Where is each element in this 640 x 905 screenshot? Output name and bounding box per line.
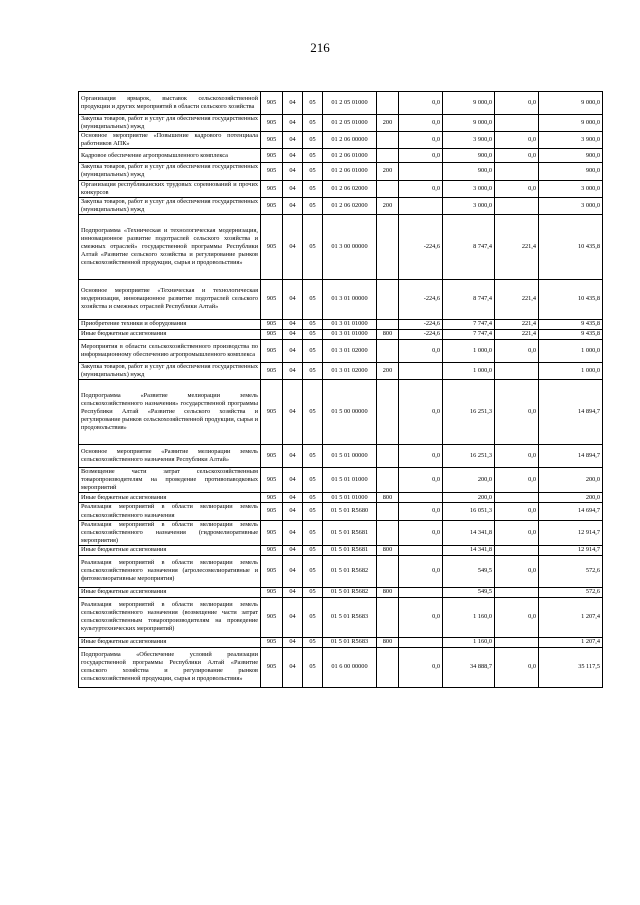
row-amount: 1 160,0 [443, 637, 495, 647]
row-change-amount: 0,0 [399, 92, 443, 115]
row-ministry-code: 905 [261, 637, 283, 647]
row-section-code: 04 [283, 197, 303, 214]
row-subsection-code: 05 [303, 132, 323, 149]
row-subsection-code: 05 [303, 503, 323, 520]
row-section-code: 04 [283, 279, 303, 319]
row-subsection-code: 05 [303, 597, 323, 637]
row-change-amount-2: 221,4 [495, 214, 539, 279]
table-row [79, 115, 603, 132]
row-section-code: 04 [283, 132, 303, 149]
row-section-code: 04 [283, 329, 303, 339]
row-total-amount: 3 900,0 [539, 132, 603, 149]
row-subsection-code: 05 [303, 647, 323, 687]
table-row [79, 520, 603, 545]
row-ministry-code: 905 [261, 555, 283, 587]
row-change-amount: 0,0 [399, 647, 443, 687]
row-total-amount: 3 000,0 [539, 180, 603, 197]
row-change-amount [399, 637, 443, 647]
row-name: Мероприятия в области сельскохозяйственного производства по информационному обеспечению агропромышленного комплекса [79, 339, 261, 362]
row-target-code: 01 3 01 02000 [323, 362, 377, 379]
row-amount: 3 000,0 [443, 197, 495, 214]
row-ministry-code: 905 [261, 520, 283, 545]
row-change-amount: 0,0 [399, 597, 443, 637]
row-change-amount: 0,0 [399, 468, 443, 493]
row-change-amount-2: 221,4 [495, 279, 539, 319]
row-expense-type-code [377, 520, 399, 545]
row-change-amount: 0,0 [399, 520, 443, 545]
row-amount: 34 888,7 [443, 647, 495, 687]
table-row [79, 555, 603, 587]
row-target-code: 01 5 01 R5681 [323, 520, 377, 545]
row-section-code: 04 [283, 339, 303, 362]
row-change-amount: 0,0 [399, 180, 443, 197]
table-row [79, 597, 603, 637]
row-target-code: 01 3 01 01000 [323, 329, 377, 339]
row-subsection-code: 05 [303, 149, 323, 163]
row-amount: 14 341,8 [443, 545, 495, 555]
row-ministry-code: 905 [261, 214, 283, 279]
row-target-code: 01 5 01 01000 [323, 493, 377, 503]
row-expense-type-code [377, 92, 399, 115]
row-amount: 1 000,0 [443, 339, 495, 362]
row-amount: 14 341,8 [443, 520, 495, 545]
row-total-amount: 9 000,0 [539, 92, 603, 115]
row-name: Организация ярмарок, выставок сельскохозяйственной продукции и других мероприятий в области сельского хозяйства [79, 92, 261, 115]
row-name: Иные бюджетные ассигнования [79, 587, 261, 597]
row-change-amount-2: 0,0 [495, 445, 539, 468]
row-section-code: 04 [283, 637, 303, 647]
table-row [79, 362, 603, 379]
row-section-code: 04 [283, 163, 303, 180]
row-target-code: 01 3 00 00000 [323, 214, 377, 279]
table-row [79, 380, 603, 445]
row-change-amount: -224,6 [399, 329, 443, 339]
row-change-amount-2 [495, 637, 539, 647]
table-row [79, 445, 603, 468]
table-row [79, 587, 603, 597]
row-ministry-code: 905 [261, 587, 283, 597]
row-target-code: 01 2 06 00000 [323, 132, 377, 149]
row-name: Закупка товаров, работ и услуг для обеспечения государственных (муниципальных) нужд [79, 115, 261, 132]
row-amount: 900,0 [443, 149, 495, 163]
table-row [79, 637, 603, 647]
row-ministry-code: 905 [261, 647, 283, 687]
row-target-code: 01 5 01 R5683 [323, 637, 377, 647]
row-total-amount: 1 207,4 [539, 637, 603, 647]
row-change-amount-2 [495, 197, 539, 214]
row-expense-type-code [377, 279, 399, 319]
row-subsection-code: 05 [303, 339, 323, 362]
row-change-amount: 0,0 [399, 132, 443, 149]
row-change-amount-2: 0,0 [495, 180, 539, 197]
row-amount: 9 000,0 [443, 92, 495, 115]
row-total-amount: 12 914,7 [539, 520, 603, 545]
row-section-code: 04 [283, 545, 303, 555]
row-name: Реализация мероприятий в области мелиорации земель сельскохозяйственного назначения [79, 503, 261, 520]
row-change-amount: 0,0 [399, 339, 443, 362]
row-name: Подпрограмма «Развитие мелиорации земель сельскохозяйственного назначения» государственной программы Республики Алтай «Развитие сельского хозяйства и регулирование рынков сельскохозяйственной продукции, сырья и продовольствия» [79, 380, 261, 445]
row-total-amount: 14 694,7 [539, 503, 603, 520]
row-target-code: 01 5 01 00000 [323, 445, 377, 468]
row-name: Иные бюджетные ассигнования [79, 637, 261, 647]
row-amount: 16 251,3 [443, 445, 495, 468]
row-amount: 8 747,4 [443, 214, 495, 279]
row-total-amount: 200,0 [539, 493, 603, 503]
row-expense-type-code [377, 445, 399, 468]
row-expense-type-code: 800 [377, 587, 399, 597]
row-target-code: 01 5 01 01000 [323, 468, 377, 493]
row-section-code: 04 [283, 319, 303, 329]
row-change-amount [399, 587, 443, 597]
row-total-amount: 572,6 [539, 587, 603, 597]
row-subsection-code: 05 [303, 637, 323, 647]
table-row [79, 468, 603, 493]
row-target-code: 01 5 01 R5683 [323, 597, 377, 637]
table-row [79, 279, 603, 319]
row-subsection-code: 05 [303, 197, 323, 214]
row-section-code: 04 [283, 493, 303, 503]
row-name: Приобретение техники и оборудования [79, 319, 261, 329]
row-amount: 16 051,3 [443, 503, 495, 520]
row-subsection-code: 05 [303, 180, 323, 197]
row-subsection-code: 05 [303, 362, 323, 379]
row-change-amount [399, 197, 443, 214]
row-total-amount: 10 435,8 [539, 279, 603, 319]
row-change-amount-2: 0,0 [495, 380, 539, 445]
row-subsection-code: 05 [303, 555, 323, 587]
table-row [79, 545, 603, 555]
row-ministry-code: 905 [261, 279, 283, 319]
row-section-code: 04 [283, 647, 303, 687]
row-section-code: 04 [283, 555, 303, 587]
row-subsection-code: 05 [303, 545, 323, 555]
row-name: Иные бюджетные ассигнования [79, 545, 261, 555]
row-total-amount: 10 435,8 [539, 214, 603, 279]
row-subsection-code: 05 [303, 520, 323, 545]
row-section-code: 04 [283, 587, 303, 597]
row-section-code: 04 [283, 115, 303, 132]
row-change-amount: 0,0 [399, 445, 443, 468]
row-total-amount: 900,0 [539, 163, 603, 180]
row-target-code: 01 5 01 R5680 [323, 503, 377, 520]
row-change-amount [399, 362, 443, 379]
row-target-code: 01 5 00 00000 [323, 380, 377, 445]
row-target-code: 01 2 06 01000 [323, 163, 377, 180]
row-target-code: 01 3 01 02000 [323, 339, 377, 362]
row-amount: 3 900,0 [443, 132, 495, 149]
row-change-amount [399, 545, 443, 555]
row-subsection-code: 05 [303, 115, 323, 132]
table-row [79, 329, 603, 339]
row-name: Возмещение части затрат сельскохозяйственным товаропроизводителям на проведение противопаводковых мероприятий [79, 468, 261, 493]
table-row [79, 503, 603, 520]
row-subsection-code: 05 [303, 587, 323, 597]
row-change-amount-2: 0,0 [495, 339, 539, 362]
row-change-amount: 0,0 [399, 555, 443, 587]
row-name: Основное мероприятие «Техническая и технологическая модернизация, инновационное развитие подотраслей сельского хозяйства и смежных отраслей Республики Алтай» [79, 279, 261, 319]
row-change-amount-2: 0,0 [495, 520, 539, 545]
row-total-amount: 9 435,8 [539, 329, 603, 339]
row-ministry-code: 905 [261, 319, 283, 329]
row-amount: 7 747,4 [443, 319, 495, 329]
row-subsection-code: 05 [303, 468, 323, 493]
row-change-amount-2: 221,4 [495, 319, 539, 329]
row-name: Основное мероприятие «Развитие мелиорации земель сельскохозяйственного назначения Республики Алтай» [79, 445, 261, 468]
row-change-amount-2: 0,0 [495, 555, 539, 587]
row-ministry-code: 905 [261, 503, 283, 520]
row-subsection-code: 05 [303, 493, 323, 503]
table-row [79, 132, 603, 149]
row-ministry-code: 905 [261, 149, 283, 163]
row-total-amount: 572,6 [539, 555, 603, 587]
row-ministry-code: 905 [261, 92, 283, 115]
row-expense-type-code [377, 319, 399, 329]
row-name: Реализация мероприятий в области мелиорации земель сельскохозяйственного назначения (возмещение части затрат сельскохозяйственным товаропроизводителям на проведение культуртехнических мероприятий) [79, 597, 261, 637]
row-change-amount [399, 493, 443, 503]
row-change-amount-2: 0,0 [495, 647, 539, 687]
row-amount: 16 251,3 [443, 380, 495, 445]
row-expense-type-code [377, 597, 399, 637]
row-ministry-code: 905 [261, 180, 283, 197]
row-section-code: 04 [283, 380, 303, 445]
row-ministry-code: 905 [261, 163, 283, 180]
row-change-amount: 0,0 [399, 115, 443, 132]
row-target-code: 01 2 05 01000 [323, 92, 377, 115]
table-row [79, 647, 603, 687]
table-row [79, 163, 603, 180]
table-row [79, 197, 603, 214]
row-change-amount: 0,0 [399, 149, 443, 163]
row-expense-type-code: 800 [377, 545, 399, 555]
row-change-amount [399, 163, 443, 180]
row-section-code: 04 [283, 597, 303, 637]
row-name: Организация республиканских трудовых соревнований и прочих конкурсов [79, 180, 261, 197]
row-total-amount: 1 207,4 [539, 597, 603, 637]
row-expense-type-code [377, 468, 399, 493]
row-amount: 1 000,0 [443, 362, 495, 379]
row-target-code: 01 3 01 00000 [323, 279, 377, 319]
row-total-amount: 200,0 [539, 468, 603, 493]
row-change-amount-2: 0,0 [495, 149, 539, 163]
row-section-code: 04 [283, 362, 303, 379]
table-row [79, 180, 603, 197]
row-ministry-code: 905 [261, 115, 283, 132]
row-amount: 3 000,0 [443, 180, 495, 197]
row-name: Кадровое обеспечение агропромышленного комплекса [79, 149, 261, 163]
row-expense-type-code [377, 214, 399, 279]
row-expense-type-code: 200 [377, 362, 399, 379]
table-row [79, 493, 603, 503]
row-change-amount-2 [495, 493, 539, 503]
row-amount: 549,5 [443, 555, 495, 587]
budget-table [78, 91, 603, 688]
row-change-amount: -224,6 [399, 319, 443, 329]
row-amount: 8 747,4 [443, 279, 495, 319]
row-name: Закупка товаров, работ и услуг для обеспечения государственных (муниципальных) нужд [79, 197, 261, 214]
row-expense-type-code: 200 [377, 115, 399, 132]
row-ministry-code: 905 [261, 445, 283, 468]
table-row [79, 149, 603, 163]
row-subsection-code: 05 [303, 319, 323, 329]
row-ministry-code: 905 [261, 545, 283, 555]
row-ministry-code: 905 [261, 380, 283, 445]
table-row [79, 214, 603, 279]
row-target-code: 01 2 06 01000 [323, 149, 377, 163]
row-expense-type-code: 200 [377, 163, 399, 180]
row-target-code: 01 6 00 00000 [323, 647, 377, 687]
row-name: Закупка товаров, работ и услуг для обеспечения государственных (муниципальных) нужд [79, 362, 261, 379]
row-change-amount-2 [495, 362, 539, 379]
row-change-amount-2: 0,0 [495, 503, 539, 520]
row-ministry-code: 905 [261, 493, 283, 503]
row-total-amount: 3 000,0 [539, 197, 603, 214]
row-expense-type-code: 800 [377, 493, 399, 503]
row-expense-type-code [377, 647, 399, 687]
row-change-amount: 0,0 [399, 503, 443, 520]
row-target-code: 01 3 01 01000 [323, 319, 377, 329]
row-amount: 200,0 [443, 468, 495, 493]
row-change-amount-2: 221,4 [495, 329, 539, 339]
row-change-amount-2: 0,0 [495, 132, 539, 149]
row-expense-type-code: 800 [377, 329, 399, 339]
row-expense-type-code [377, 555, 399, 587]
row-subsection-code: 05 [303, 279, 323, 319]
row-ministry-code: 905 [261, 197, 283, 214]
row-expense-type-code [377, 180, 399, 197]
row-amount: 549,5 [443, 587, 495, 597]
row-section-code: 04 [283, 180, 303, 197]
row-amount: 200,0 [443, 493, 495, 503]
row-name: Иные бюджетные ассигнования [79, 329, 261, 339]
row-subsection-code: 05 [303, 329, 323, 339]
row-name: Подпрограмма «Техническая и технологическая модернизация, инновационное развитие подотраслей сельского хозяйства и смежных отраслей» государственной программы Республики Алтай «Развитие сельского хозяйства и регулирование рынков сельскохозяйственной продукции, сырья и продовольствия» [79, 214, 261, 279]
row-target-code: 01 2 06 02000 [323, 180, 377, 197]
row-section-code: 04 [283, 445, 303, 468]
row-ministry-code: 905 [261, 597, 283, 637]
row-total-amount: 14 894,7 [539, 445, 603, 468]
row-section-code: 04 [283, 468, 303, 493]
row-target-code: 01 2 06 02000 [323, 197, 377, 214]
row-section-code: 04 [283, 214, 303, 279]
row-total-amount: 12 914,7 [539, 545, 603, 555]
row-name: Реализация мероприятий в области мелиорации земель сельскохозяйственного назначения (гидромелиоративные мероприятия) [79, 520, 261, 545]
row-expense-type-code [377, 380, 399, 445]
row-change-amount: 0,0 [399, 380, 443, 445]
row-change-amount-2 [495, 545, 539, 555]
row-ministry-code: 905 [261, 339, 283, 362]
table-row [79, 92, 603, 115]
row-total-amount: 14 894,7 [539, 380, 603, 445]
row-change-amount-2: 0,0 [495, 597, 539, 637]
row-change-amount-2: 0,0 [495, 468, 539, 493]
row-total-amount: 900,0 [539, 149, 603, 163]
row-target-code: 01 5 01 R5682 [323, 587, 377, 597]
row-name: Основное мероприятие «Повышение кадрового потенциала работников АПК» [79, 132, 261, 149]
row-section-code: 04 [283, 503, 303, 520]
row-ministry-code: 905 [261, 362, 283, 379]
row-change-amount-2 [495, 115, 539, 132]
row-total-amount: 1 000,0 [539, 339, 603, 362]
row-target-code: 01 5 01 R5681 [323, 545, 377, 555]
row-name: Реализация мероприятий в области мелиорации земель сельскохозяйственного назначения (агролесомелиоративные и фитомелиоративные мероприятия) [79, 555, 261, 587]
row-total-amount: 9 435,8 [539, 319, 603, 329]
row-expense-type-code [377, 132, 399, 149]
row-total-amount: 1 000,0 [539, 362, 603, 379]
row-expense-type-code [377, 339, 399, 362]
row-target-code: 01 2 05 01000 [323, 115, 377, 132]
row-subsection-code: 05 [303, 163, 323, 180]
row-ministry-code: 905 [261, 468, 283, 493]
budget-table-body [79, 92, 603, 688]
row-expense-type-code [377, 149, 399, 163]
row-change-amount-2: 0,0 [495, 92, 539, 115]
row-amount: 1 160,0 [443, 597, 495, 637]
row-subsection-code: 05 [303, 380, 323, 445]
row-name: Закупка товаров, работ и услуг для обеспечения государственных (муниципальных) нужд [79, 163, 261, 180]
row-name: Иные бюджетные ассигнования [79, 493, 261, 503]
row-section-code: 04 [283, 520, 303, 545]
row-subsection-code: 05 [303, 214, 323, 279]
row-amount: 900,0 [443, 163, 495, 180]
row-subsection-code: 05 [303, 445, 323, 468]
row-change-amount-2 [495, 163, 539, 180]
row-ministry-code: 905 [261, 132, 283, 149]
row-expense-type-code: 200 [377, 197, 399, 214]
row-subsection-code: 05 [303, 92, 323, 115]
table-row [79, 339, 603, 362]
row-amount: 9 000,0 [443, 115, 495, 132]
row-change-amount-2 [495, 587, 539, 597]
row-expense-type-code: 800 [377, 637, 399, 647]
row-total-amount: 9 000,0 [539, 115, 603, 132]
row-total-amount: 35 117,5 [539, 647, 603, 687]
table-row [79, 319, 603, 329]
row-amount: 7 747,4 [443, 329, 495, 339]
row-ministry-code: 905 [261, 329, 283, 339]
row-name: Подпрограмма «Обеспечение условий реализации государственной программы Республики Алтай «Развитие сельского хозяйства и регулирование рынков сельскохозяйственной продукции, сырья и продовольствия» [79, 647, 261, 687]
row-expense-type-code [377, 503, 399, 520]
row-change-amount: -224,6 [399, 279, 443, 319]
row-section-code: 04 [283, 92, 303, 115]
row-change-amount: -224,6 [399, 214, 443, 279]
page-number: 216 [310, 40, 330, 55]
row-section-code: 04 [283, 149, 303, 163]
row-target-code: 01 5 01 R5682 [323, 555, 377, 587]
